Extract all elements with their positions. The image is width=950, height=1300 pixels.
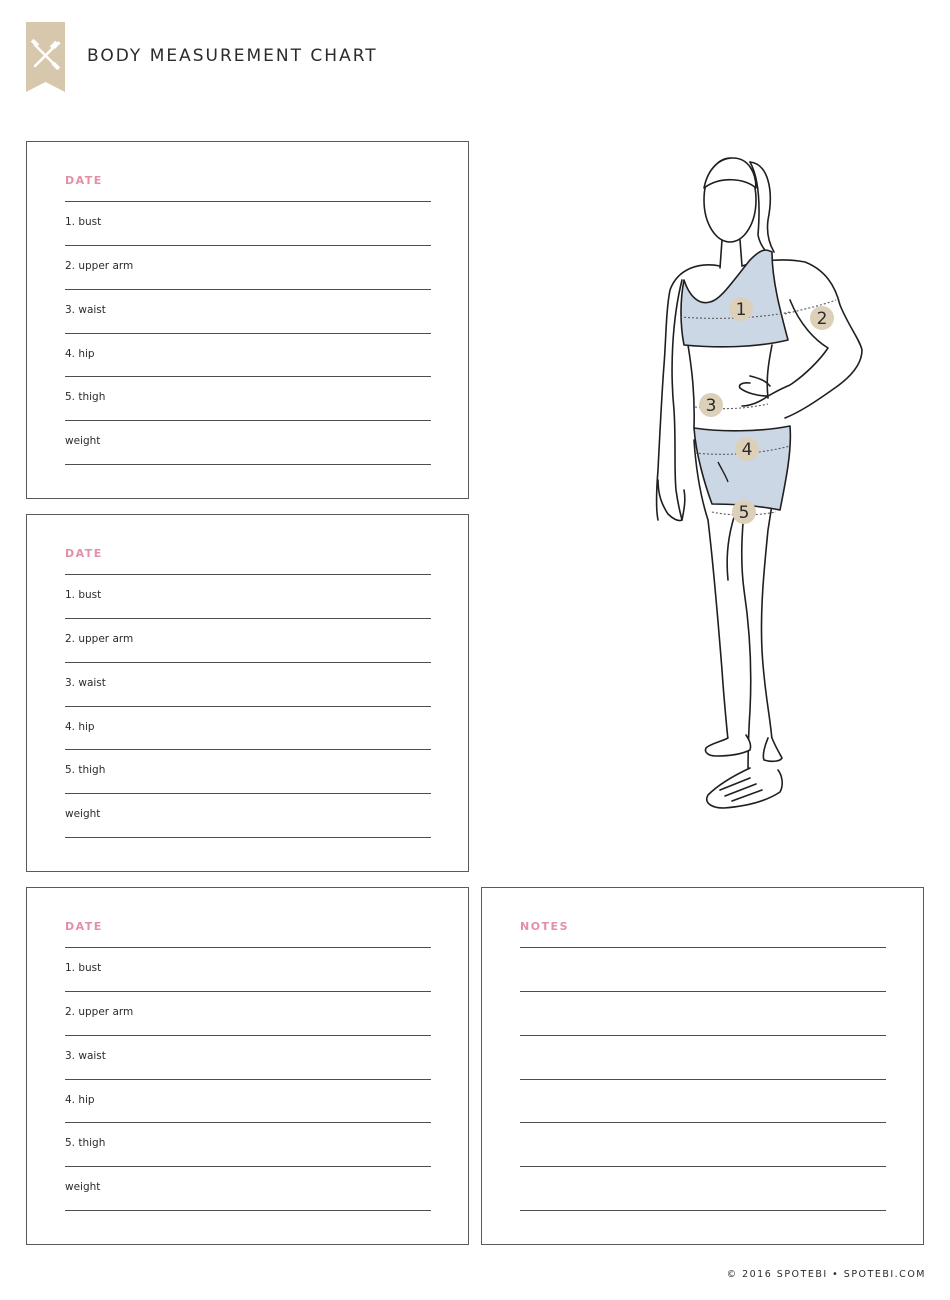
date-label: DATE (65, 174, 103, 187)
weight-entry-line[interactable] (65, 837, 431, 838)
date-label: DATE (65, 547, 103, 560)
hip-entry-line[interactable] (65, 749, 431, 750)
hip-entry-line[interactable] (65, 1122, 431, 1123)
waist-entry-line[interactable] (65, 1079, 431, 1080)
notes-label: NOTES (520, 920, 569, 933)
waist-entry-line[interactable] (65, 333, 431, 334)
measurement-card-2 (26, 514, 469, 872)
marker-3-label: 3 (705, 396, 717, 416)
row-label-weight: weight (65, 808, 101, 820)
thigh-entry-line[interactable] (65, 793, 431, 794)
notes-line[interactable] (520, 1122, 886, 1123)
waist-entry-line[interactable] (65, 706, 431, 707)
sports-bra-shape (681, 250, 788, 347)
row-label-bust: 1. bust (65, 589, 102, 601)
date-label: DATE (65, 920, 103, 933)
row-label-weight: weight (65, 435, 101, 447)
measurement-card-3 (26, 887, 469, 1245)
row-label-thigh: 5. thigh (65, 764, 106, 776)
upper-arm-entry-line[interactable] (65, 1035, 431, 1036)
notes-line[interactable] (520, 1079, 886, 1080)
row-label-waist: 3. waist (65, 304, 106, 316)
weight-entry-line[interactable] (65, 1210, 431, 1211)
body-figure-illustration (600, 150, 900, 820)
row-label-bust: 1. bust (65, 962, 102, 974)
date-entry-line[interactable] (65, 947, 431, 948)
row-label-upper-arm: 2. upper arm (65, 633, 134, 645)
marker-1-label: 1 (735, 300, 747, 320)
weight-entry-line[interactable] (65, 464, 431, 465)
hip-entry-line[interactable] (65, 376, 431, 377)
notes-line[interactable] (520, 1035, 886, 1036)
row-label-thigh: 5. thigh (65, 391, 106, 403)
row-label-weight: weight (65, 1181, 101, 1193)
bust-entry-line[interactable] (65, 991, 431, 992)
woman-figure-drawing (600, 150, 900, 820)
bust-entry-line[interactable] (65, 618, 431, 619)
thigh-entry-line[interactable] (65, 1166, 431, 1167)
notes-line[interactable] (520, 991, 886, 992)
upper-arm-entry-line[interactable] (65, 662, 431, 663)
row-label-upper-arm: 2. upper arm (65, 260, 134, 272)
notes-line[interactable] (520, 947, 886, 948)
row-label-hip: 4. hip (65, 1094, 95, 1106)
marker-4-label: 4 (741, 440, 753, 460)
dumbbell-fork-crossed-icon (26, 22, 65, 92)
page-title: BODY MEASUREMENT CHART (87, 46, 378, 66)
date-entry-line[interactable] (65, 574, 431, 575)
row-label-upper-arm: 2. upper arm (65, 1006, 134, 1018)
marker-5-label: 5 (738, 503, 750, 523)
footer-copyright: © 2016 SPOTEBI • SPOTEBI.COM (726, 1269, 926, 1280)
notes-line[interactable] (520, 1210, 886, 1211)
row-label-bust: 1. bust (65, 216, 102, 228)
row-label-hip: 4. hip (65, 348, 95, 360)
upper-arm-entry-line[interactable] (65, 289, 431, 290)
thigh-entry-line[interactable] (65, 420, 431, 421)
notes-line[interactable] (520, 1166, 886, 1167)
marker-2-label: 2 (816, 309, 828, 329)
row-label-waist: 3. waist (65, 677, 106, 689)
notes-card (481, 887, 924, 1245)
row-label-thigh: 5. thigh (65, 1137, 106, 1149)
measurement-card-1 (26, 141, 469, 499)
bust-entry-line[interactable] (65, 245, 431, 246)
date-entry-line[interactable] (65, 201, 431, 202)
row-label-waist: 3. waist (65, 1050, 106, 1062)
row-label-hip: 4. hip (65, 721, 95, 733)
logo-ribbon (26, 22, 65, 92)
